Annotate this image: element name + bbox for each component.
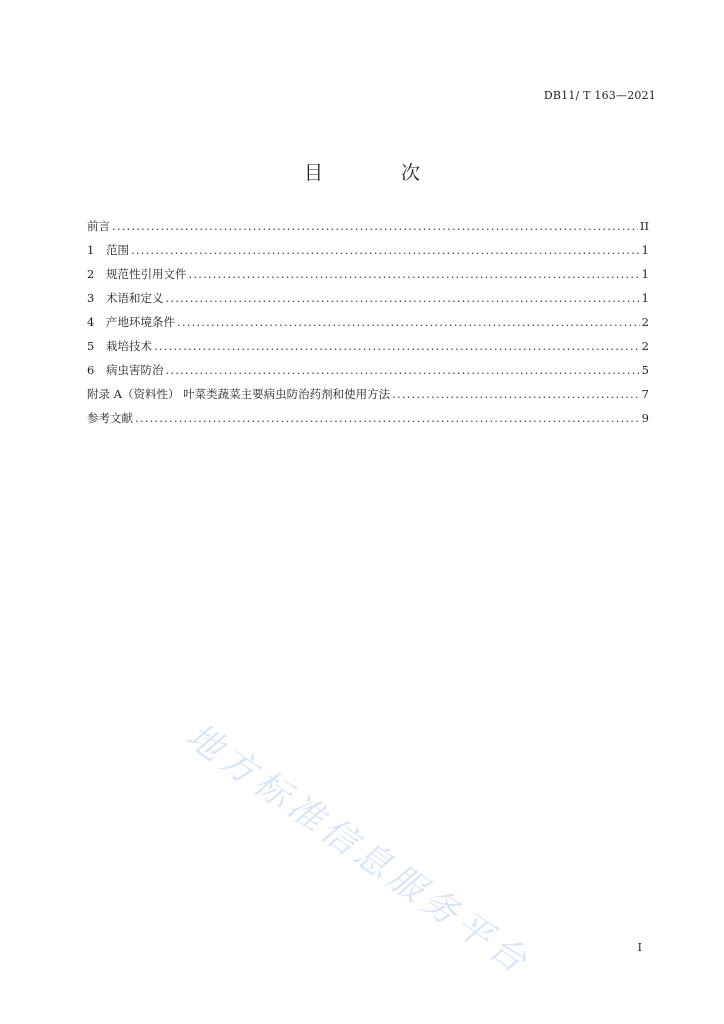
toc-entry-label: 附录 A（资料性） 叶菜类蔬菜主要病虫防治药剂和使用方法 (87, 387, 391, 401)
toc-entry-foreword[interactable] (87, 218, 649, 242)
toc-entry-label (87, 314, 175, 330)
toc-entry-label (87, 266, 187, 282)
toc-entry-appendix-a[interactable] (87, 386, 649, 410)
toc-entry-label: 前言 (87, 219, 110, 233)
toc-entry-text: 术语和定义 (106, 291, 164, 305)
toc-entry-text: 病虫害防治 (106, 363, 164, 377)
toc-entry-terms[interactable] (87, 290, 649, 314)
toc-entry-bibliography[interactable] (87, 410, 649, 434)
toc-entry-label (87, 290, 164, 306)
toc-entry-number: 5 (87, 339, 95, 353)
toc-entry-number: 1 (87, 243, 95, 257)
toc-entry-page: 2 (641, 339, 649, 353)
toc-entry-label (87, 362, 164, 378)
toc-leader-dots (392, 387, 640, 401)
toc-leader-dots (135, 411, 640, 425)
toc-entry-page: 2 (641, 315, 649, 329)
toc-entry-text: 栽培技术 (106, 339, 152, 353)
watermark-text: 地方标准信息服务平台 (178, 716, 538, 985)
toc-entry-label (87, 338, 152, 354)
toc-leader-dots (166, 291, 640, 305)
toc-entry-text: 范围 (106, 243, 129, 257)
toc-entry-cultivation[interactable] (87, 338, 649, 362)
toc-entry-page: 7 (641, 387, 649, 401)
toc-leader-dots (189, 267, 640, 281)
toc-entry-page: 9 (641, 411, 649, 425)
toc-leader-dots (166, 363, 640, 377)
toc-title: 目 次 (303, 162, 457, 184)
table-of-contents (87, 218, 649, 434)
toc-entry-number: 2 (87, 267, 95, 281)
toc-leader-dots (131, 243, 640, 257)
toc-entry-environment[interactable] (87, 314, 649, 338)
toc-entry-number: 3 (87, 291, 95, 305)
toc-entry-page: 1 (641, 267, 649, 281)
toc-leader-dots (154, 339, 640, 353)
toc-entry-text: 规范性引用文件 (106, 267, 187, 281)
page-number: I (637, 941, 642, 954)
toc-entry-page: 5 (641, 363, 649, 377)
document-code: DB11/ T 163—2021 (543, 89, 656, 102)
toc-entry-text: 产地环境条件 (106, 315, 175, 329)
toc-entry-page: II (639, 219, 649, 233)
toc-entry-label (87, 242, 129, 258)
toc-leader-dots (112, 219, 638, 233)
toc-entry-number: 4 (87, 315, 95, 329)
toc-entry-pest-control[interactable] (87, 362, 649, 386)
toc-entry-normative-references[interactable] (87, 266, 649, 290)
toc-entry-page: 1 (641, 291, 649, 305)
toc-entry-page: 1 (641, 243, 649, 257)
toc-entry-label: 参考文献 (87, 411, 133, 425)
toc-entry-number: 6 (87, 363, 95, 377)
toc-leader-dots (177, 315, 640, 329)
toc-entry-scope[interactable] (87, 242, 649, 266)
